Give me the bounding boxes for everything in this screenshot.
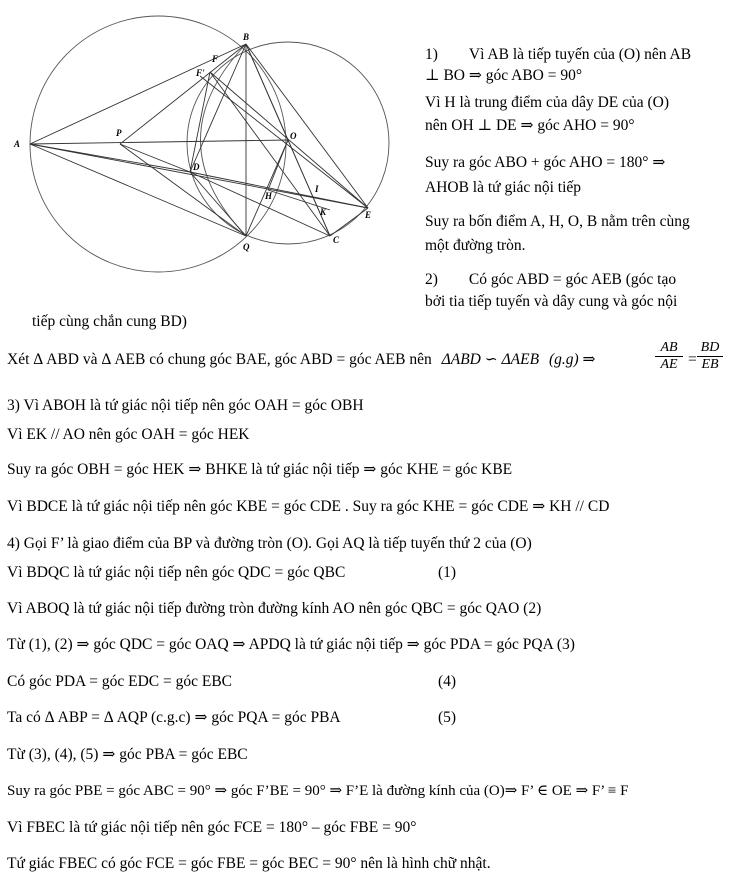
p4-line6-num: (5) <box>438 709 457 726</box>
p1-line4: nên OH ⊥ DE ⇒ góc AHO = 90° <box>425 117 635 134</box>
p4-line3: Vì ABOQ là tứ giác nội tiếp đường tròn đường kính AO nên góc QBC = góc QAO (2) <box>7 600 542 617</box>
label-H: H <box>265 191 273 201</box>
p2-gg: (g.g) ⇒ <box>548 351 596 368</box>
p2-line3: tiếp cùng chắn cung BD) <box>32 313 187 330</box>
p2-line4 <box>7 350 596 370</box>
label-O: O <box>290 131 297 141</box>
p2-similar: ΔABD ∽ ΔAEB <box>441 351 540 368</box>
circle-o <box>187 42 389 244</box>
label-A: A <box>14 139 21 149</box>
frac2-num: BD <box>700 340 720 355</box>
p1-line7: Suy ra bốn điểm A, H, O, B nằm trên cùng <box>425 213 690 230</box>
p4-line6: Ta có Δ ABP = Δ AQP (c.g.c) ⇒ góc PQA = góc PBA <box>7 709 341 726</box>
p1-line2: ⊥ BO ⇒ góc ABO = 90° <box>425 67 583 84</box>
frac2-den: EB <box>697 356 723 373</box>
label-Q: Q <box>243 242 250 252</box>
arc-bdq <box>201 44 247 236</box>
fraction-bd-eb <box>697 340 723 373</box>
circle-abo <box>30 16 286 272</box>
p2-line1: 2) Có góc ABD = góc AEB (góc tạo <box>425 271 677 288</box>
p4-line9: Vì FBEC là tứ giác nội tiếp nên góc FCE = 180° – góc FBE = 90° <box>7 819 417 836</box>
p1-line6: AHOB là tứ giác nội tiếp <box>425 179 582 196</box>
p4-line10: Tứ giác FBEC có góc FCE = góc FBE = góc BEC = 90° nên là hình chữ nhật. <box>7 855 491 872</box>
p4-line2: Vì BDQC là tứ giác nội tiếp nên góc QDC = góc QBC <box>7 564 346 581</box>
p2-statement: Xét Δ ABD và Δ AEB có chung góc BAE, góc ABD = góc AEB nên <box>7 351 432 368</box>
p1-line3: Vì H là trung điểm của dây DE của (O) <box>425 94 670 111</box>
p4-line5-num: (4) <box>438 673 457 690</box>
label-I: I <box>315 184 319 194</box>
p4-line8: Suy ra góc PBE = góc ABC = 90° ⇒ góc F’BE = 90° ⇒ F’E là đường kính của (O)⇒ F’ ∈ OE ⇒ F’ ≡ F <box>7 783 629 799</box>
p4-line7: Từ (3), (4), (5) ⇒ góc PBA = góc EBC <box>7 746 248 763</box>
label-D: D <box>193 162 200 172</box>
geometry-figure <box>0 0 410 280</box>
p1-line5: Suy ra góc ABO + góc AHO = 180° ⇒ <box>425 154 666 171</box>
frac1-den: AE <box>655 356 683 373</box>
frac1-num: AB <box>660 340 678 355</box>
label-B: B <box>243 32 250 42</box>
p3-line4: Vì BDCE là tứ giác nội tiếp nên góc KBE = góc CDE . Suy ra góc KHE = góc CDE ⇒ KH // CD <box>7 498 610 515</box>
label-K: K <box>320 207 327 217</box>
fraction-ab-ae <box>655 340 683 373</box>
p4-line5: Có góc PDA = góc EDC = góc EBC <box>7 673 233 690</box>
frac-equals: = <box>688 351 697 368</box>
label-F1: F' <box>196 68 205 78</box>
p1-line1: 1) Vì AB là tiếp tuyến của (O) nên AB <box>425 46 692 63</box>
p4-line2-num: (1) <box>438 564 457 581</box>
label-E: E <box>365 210 372 220</box>
p3-line3: Suy ra góc OBH = góc HEK ⇒ BHKE là tứ giác nội tiếp ⇒ góc KHE = góc KBE <box>7 461 513 478</box>
p2-line2: bởi tia tiếp tuyến và dây cung và góc nội <box>425 293 678 310</box>
p3-line2: Vì EK // AO nên góc OAH = góc HEK <box>7 426 250 443</box>
p1-line8: một đường tròn. <box>425 237 526 254</box>
label-P: P <box>116 128 122 138</box>
label-C: C <box>333 235 340 245</box>
p3-line1: 3) Vì ABOH là tứ giác nội tiếp nên góc OAH = góc OBH <box>7 397 364 414</box>
p4-line1: 4) Gọi F’ là giao điểm của BP và đường tròn (O). Gọi AQ là tiếp tuyến thứ 2 của (O) <box>7 535 532 552</box>
p4-line4: Từ (1), (2) ⇒ góc QDC = góc OAQ ⇒ APDQ là tứ giác nội tiếp ⇒ góc PDA = góc PQA (3) <box>7 636 575 653</box>
label-F: F <box>212 54 219 64</box>
